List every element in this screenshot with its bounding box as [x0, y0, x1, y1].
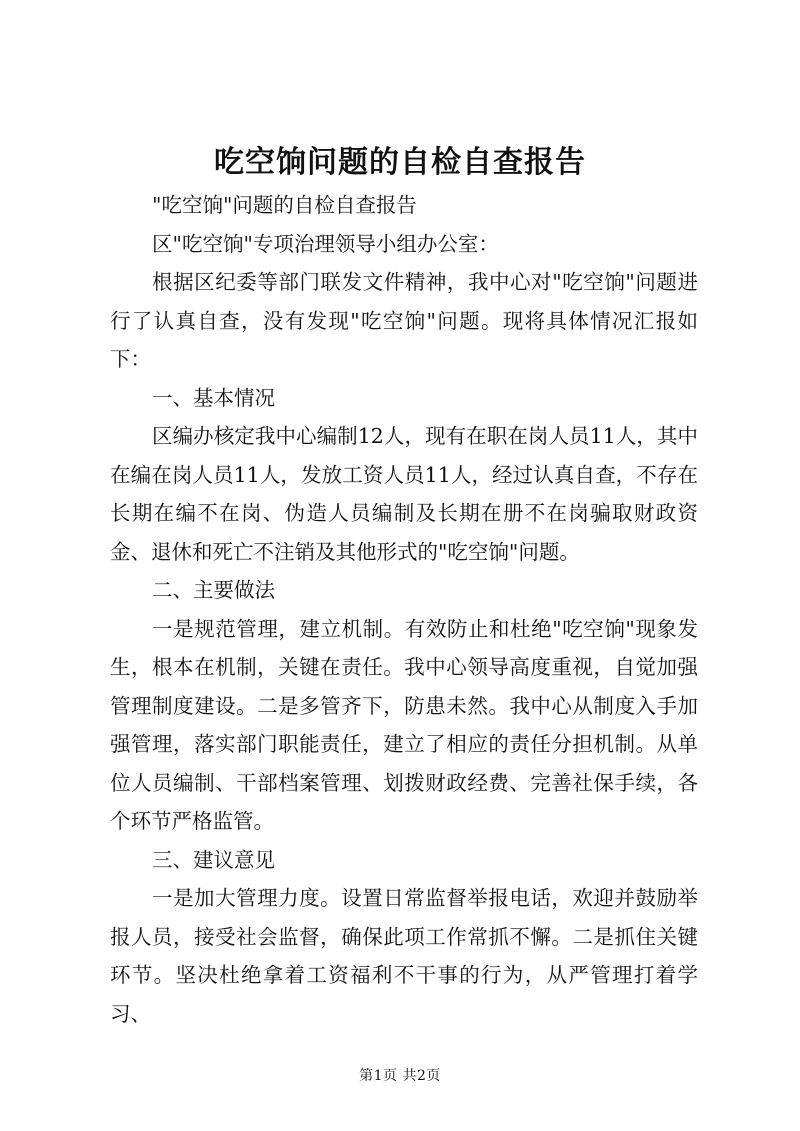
paragraph-basic: 区编办核定我中心编制12人，现有在职在岗人员11人，其中在编在岗人员11人，发放工资人员11人，经过认真自查，不存在长期在编不在岗、伪造人员编制及长期在册不在岗骗取财政资金、退休和死亡不注销及其他形式的"吃空饷"问题。 — [110, 424, 698, 564]
section-heading-suggestions: 三、建议意见 — [152, 847, 276, 872]
paragraph-addressee: 区"吃空饷"专项治理领导小组办公室： — [152, 231, 499, 256]
paragraph-suggestions: 一是加大管理力度。设置日常监督举报电话，欢迎并鼓励举报人员，接受社会监督，确保此项工作常抓不懈。二是抓住关键环节。坚决杜绝拿着工资福利不干事的行为，从严管理打着学习、 — [110, 886, 698, 1026]
section-heading-methods: 二、主要做法 — [152, 578, 276, 602]
document-title: 吃空饷问题的自检自查报告 — [214, 145, 586, 180]
paragraph-heading-repeat: "吃空饷"问题的自检自查报告 — [152, 193, 417, 217]
paragraph-intro: 根据区纪委等部门联发文件精神，我中心对"吃空饷"问题进行了认真自查，没有发现"吃空饷"问题。现将具体情况汇报如下： — [110, 270, 698, 371]
page-number: 第1页 共2页 — [359, 1068, 441, 1084]
document-body — [110, 186, 698, 1033]
section-heading-basic: 一、基本情况 — [152, 385, 276, 410]
paragraph-methods: 一是规范管理，建立机制。有效防止和杜绝"吃空饷"现象发生，根本在机制，关键在责任。我中心领导高度重视，自觉加强管理制度建设。二是多管齐下，防患未然。我中心从制度入手加强管理，落实部门职能责任，建立了相应的责任分担机制。从单位人员编制、干部档案管理、划拨财政经费、完善社保手续，各个环节严格监管。 — [110, 616, 698, 833]
